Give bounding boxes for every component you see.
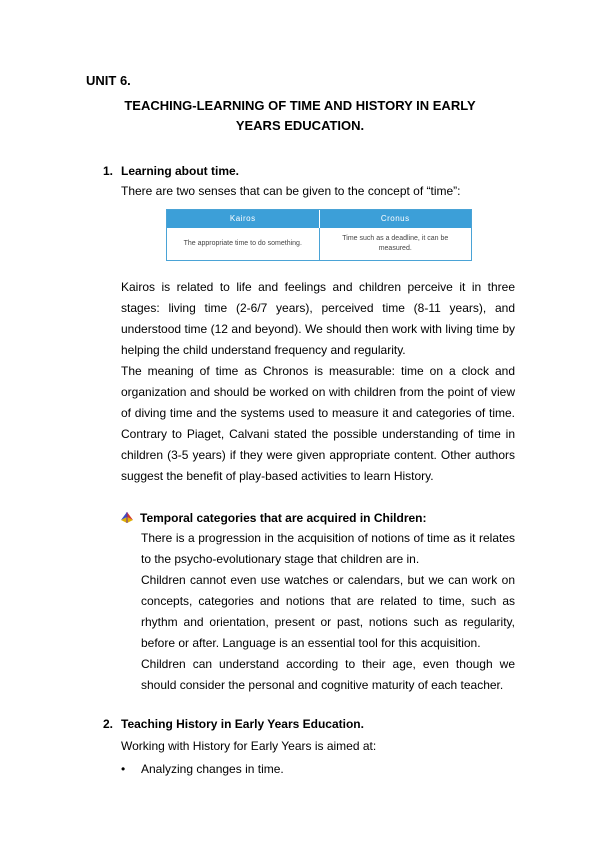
- list-item-text: Analyzing changes in time.: [141, 762, 284, 776]
- bullet-dot-icon: •: [121, 762, 126, 776]
- chronos-paragraph: The meaning of time as Chronos is measurable: time on a clock and organization and should be worked on with children from the point of view of diving time and the systems used to measure it and categories of time. Contrary to Piaget, Calvani stated the possible understanding of time in children (3-5 years) if they were given appropriate content. Other authors suggest the benefit of play-based activities to learn History.: [121, 364, 515, 483]
- temporal-paragraph-1: There is a progression in the acquisition of notions of time as it relates to the psycho-evolutionary stage that children are in.: [141, 531, 515, 566]
- section-1-heading: [103, 164, 239, 178]
- temporal-categories-title: Temporal categories that are acquired in Children:: [140, 511, 427, 525]
- title-line-2: YEARS EDUCATION.: [235, 118, 365, 133]
- table-cell-kairos: The appropriate time to do something.: [183, 240, 302, 247]
- arrow-bullet-icon: [120, 511, 134, 525]
- kairos-cronus-table: [166, 209, 472, 261]
- table-body-row: [167, 228, 471, 260]
- table-cell-cronus: Time such as a deadline, it can be measured.: [319, 228, 472, 260]
- temporal-paragraph-3: Children can understand according to their age, even though we should consider the personal and cognitive maturity of each teacher.: [141, 657, 515, 692]
- table-header-kairos: Kairos: [229, 214, 256, 223]
- list-item: [121, 762, 284, 776]
- section-2-intro: Working with History for Early Years is aimed at:: [121, 739, 377, 753]
- section-2-number: 2.: [103, 717, 114, 731]
- table-header-cronus: Cronus: [319, 210, 472, 228]
- section-1-number: 1.: [103, 164, 114, 178]
- section-2-title: Teaching History in Early Years Education.: [121, 717, 364, 731]
- kairos-paragraph: Kairos is related to life and feelings and children perceive it in three stages: living time (2-6/7 years), perceived time (8-11 years), and understood time (12 and beyond). We should then work with living time by helping the child understand frequency and regularity.: [121, 280, 515, 357]
- unit-label: UNIT 6.: [86, 73, 131, 88]
- title-line-1: TEACHING-LEARNING OF TIME AND HISTORY IN EARLY: [124, 98, 476, 113]
- temporal-categories-heading: [120, 511, 427, 525]
- table-header-row: [167, 210, 471, 228]
- section-1-title: Learning about time.: [121, 164, 240, 178]
- section-2-heading: [103, 717, 364, 731]
- document-title: [90, 96, 510, 136]
- temporal-paragraph-2: Children cannot even use watches or calendars, but we can work on concepts, categories and notions that are related to time, such as rhythm and orientation, present or past, notions such as regularity, before or after. Language is an essential tool for this acquisition.: [141, 573, 515, 650]
- section-1-intro: There are two senses that can be given to the concept of “time”:: [121, 184, 461, 198]
